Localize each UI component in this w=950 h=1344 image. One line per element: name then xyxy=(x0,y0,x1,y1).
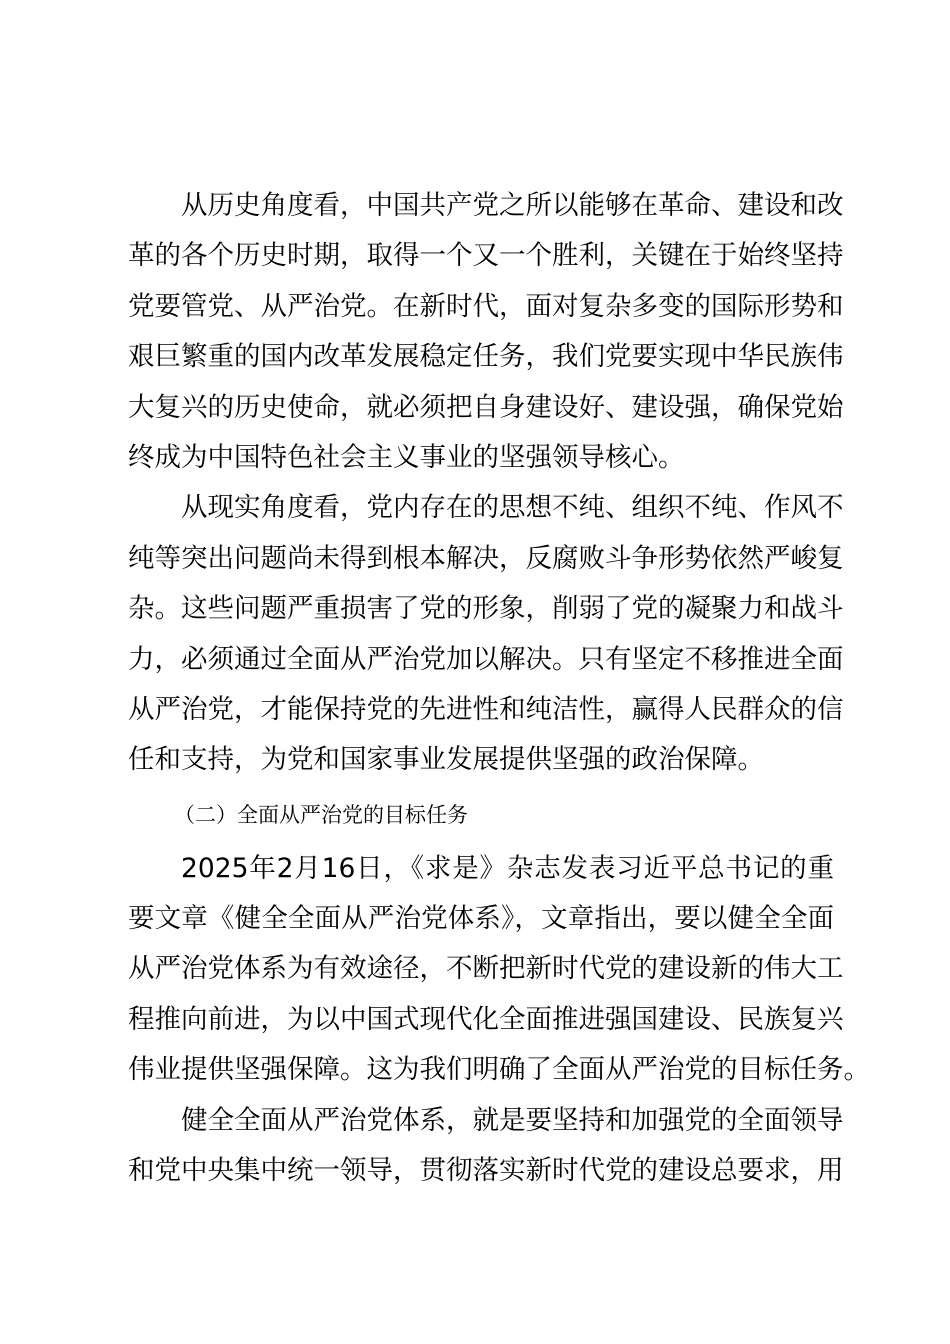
text-line: 党要管党、从严治党。在新时代，面对复杂多变的国际形势和 xyxy=(128,290,844,322)
text-line: 程推向前进，为以中国式现代化全面推进强国建设、民族复兴 xyxy=(128,1003,844,1035)
text-line: 杂。这些问题严重损害了党的形象，削弱了党的凝聚力和战斗 xyxy=(128,593,844,625)
text-line: 从严治党，才能保持党的先进性和纯洁性，赢得人民群众的信 xyxy=(128,693,844,725)
text-line: 2025年2月16日，《求是》杂志发表习近平总书记的重 xyxy=(181,852,834,884)
text-line: 纯等突出问题尚未得到根本解决，反腐败斗争形势依然严峻复 xyxy=(128,542,844,574)
paragraph-practical-perspective xyxy=(128,483,844,785)
section-heading: （二）全面从严治党的目标任务 xyxy=(174,802,468,827)
text-line: 和党中央集中统一领导，贯彻落实新时代党的建设总要求，用 xyxy=(128,1155,844,1187)
paragraph-system-building xyxy=(128,1096,844,1197)
document-body xyxy=(128,181,870,1196)
text-line: 革的各个历史时期，取得一个又一个胜利，关键在于始终坚持 xyxy=(128,240,844,272)
text-line: 从严治党体系为有效途径，不断把新时代党的建设新的伟大工 xyxy=(128,953,844,985)
text-line: 任和支持，为党和国家事业发展提供坚强的政治保障。 xyxy=(128,744,764,776)
text-line: 从历史角度看，中国共产党之所以能够在革命、建设和改 xyxy=(181,190,844,221)
text-line: 艰巨繁重的国内改革发展稳定任务，我们党要实现中华民族伟 xyxy=(128,341,844,373)
text-line: 力，必须通过全面从严治党加以解决。只有坚定不移推进全面 xyxy=(128,643,844,675)
text-line: 从现实角度看，党内存在的思想不纯、组织不纯、作风不 xyxy=(181,492,844,524)
text-line: 终成为中国特色社会主义事业的坚强领导核心。 xyxy=(128,441,685,473)
text-line: 健全全面从严治党体系，就是要坚持和加强党的全面领导 xyxy=(181,1104,844,1136)
text-line: 大复兴的历史使命，就必须把自身建设好、建设强，确保党始 xyxy=(128,391,844,423)
paragraph-qiushi-article xyxy=(128,844,870,1096)
paragraph-historical-perspective xyxy=(128,181,844,483)
text-line: 伟业提供坚强保障。这为我们明确了全面从严治党的目标任务。 xyxy=(128,1054,870,1086)
text-line: 要文章《健全全面从严治党体系》，文章指出，要以健全全面 xyxy=(128,903,834,935)
